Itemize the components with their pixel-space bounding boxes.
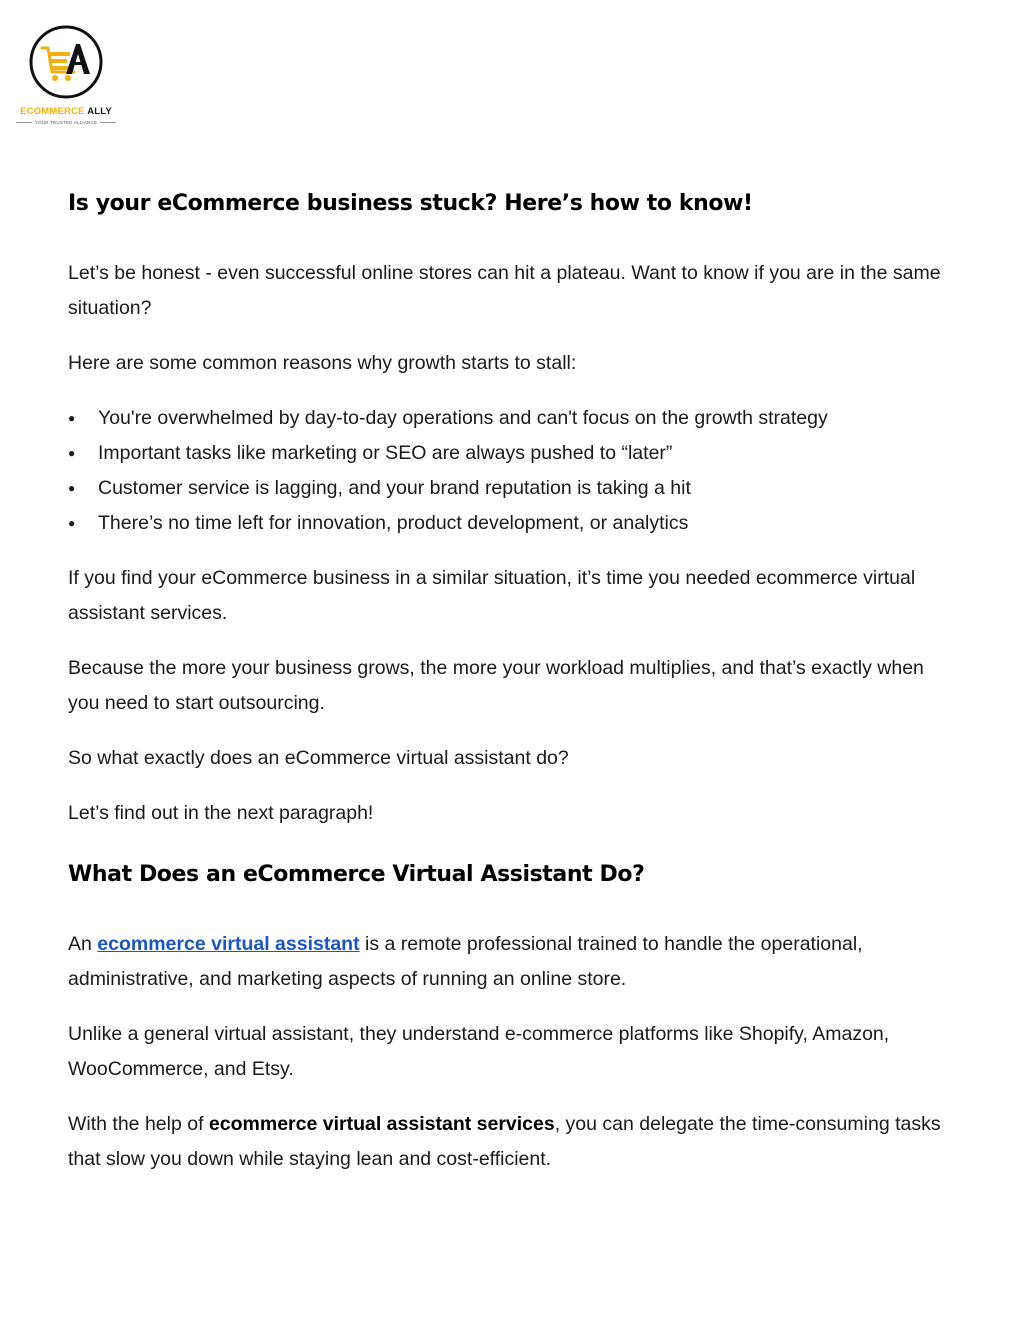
paragraph-reasons-lead: Here are some common reasons why growth starts to stall: [68,352,577,374]
paragraph-question: So what exactly does an eCommerce virtual assistant do? [68,747,569,769]
paragraph-definition: An ecommerce virtual assistant is a remote professional trained to handle the operational, administrative, and marketing aspects of running an online store. [68,933,863,990]
reasons-list [68,401,948,541]
paragraph-platforms: Unlike a general virtual assistant, they understand e-commerce platforms like Shopify, Amazon, WooCommerce, and Etsy. [68,1023,890,1080]
section-heading-stuck: Is your eCommerce business stuck? Here’s how to know! [68,191,753,216]
brand-word-ally: ALLY [87,106,112,117]
list-item: ● Customer service is lagging, and your brand reputation is taking a hit [68,471,948,506]
paragraph-intro: Let’s be honest - even successful online stores can hit a plateau. Want to know if you are in the same situation? [68,262,941,319]
list-item: ● There’s no time left for innovation, product development, or analytics [68,506,948,541]
paragraph-similar-situation: If you find your eCommerce business in a similar situation, it’s time you needed ecommerce virtual assistant services. [68,567,916,624]
list-item: ● You're overwhelmed by day-to-day operations and can't focus on the growth strategy [68,401,948,436]
logo [10,24,122,134]
article-body [68,184,948,1197]
bold-services-phrase: ecommerce virtual assistant services [208,1113,555,1135]
paragraph-next: Let’s find out in the next paragraph! [68,802,374,824]
list-item: ● Important tasks like marketing or SEO are always pushed to “later” [68,436,948,471]
brand-word-ecommerce: ECOMMERCE [20,106,85,117]
brand-tagline: YOUR TRUSTED ALLIANCE [10,120,122,125]
brand-name [10,106,122,117]
paragraph-delegate: With the help of ecommerce virtual assistant services, you can delegate the time-consuming tasks that slow you down while staying lean and cost-efficient. [68,1113,941,1170]
shopping-cart-icon [28,24,104,100]
section-heading-what-does: What Does an eCommerce Virtual Assistant Do? [68,862,645,887]
paragraph-business-grows: Because the more your business grows, the more your workload multiplies, and that’s exactly when you need to start outsourcing. [68,657,924,714]
ecommerce-virtual-assistant-link[interactable]: ecommerce virtual assistant [97,933,360,955]
